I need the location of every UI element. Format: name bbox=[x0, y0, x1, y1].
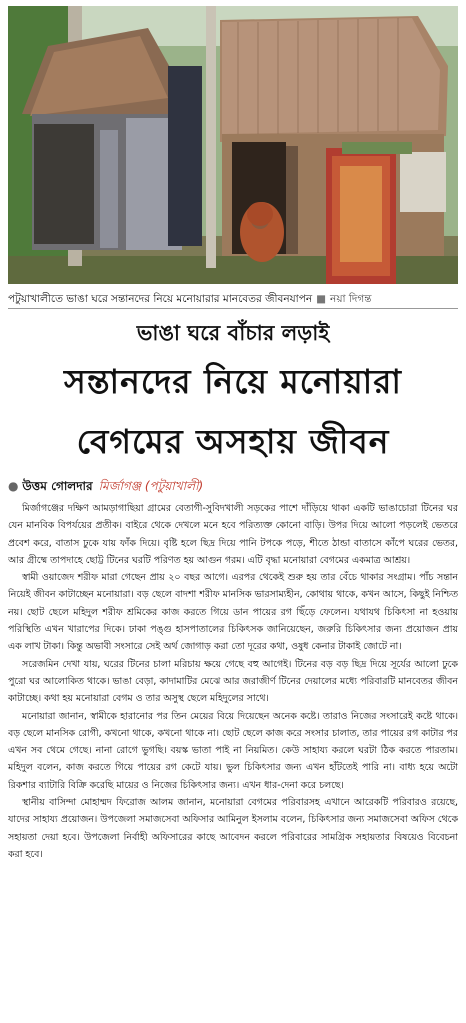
byline-bullet: ● bbox=[8, 479, 19, 493]
caption-separator: ■ bbox=[316, 293, 327, 305]
news-photo bbox=[8, 6, 458, 284]
article-paragraph: সরেজমিন দেখা যায়, ঘরের টিনের চালা মরিচায় ক্ষয়ে গেছে বহু আগেই। টিনের বড় বড় ছিদ্র দিয়ে সূর্যের আলো ঢুকে পুরো ঘর আলোকিত থাকে। ভাঙা বেড়া, কাদামাটির মেঝে আর জরাজীর্ণ টিনের দেয়ালের মধ্যে পরিবারটি মানবেতর জীবন কাটাচ্ছে। কথা হয় মনোয়ারা বেগম ও তার অসুস্থ ছেলে মহিদুলের সাথে। bbox=[8, 658, 458, 705]
caption-source: নয়া দিগন্ত bbox=[330, 293, 372, 305]
headline-line-1: সন্তানদের নিয়ে মনোয়ারা bbox=[64, 362, 402, 401]
headline-line-2: বেগমের অসহায় জীবন bbox=[76, 422, 390, 461]
article-paragraph: মনোয়ারা জানান, স্বামীকে হারানোর পর তিন মেয়ের বিয়ে দিয়েছেন অনেক কষ্টে। তারাও নিজের সংসারেই কষ্টে থাকে। বড় ছেলে মানসিক রোগী, কখনো থাকে, কখনো থাকে না। ছোট ছেলে কাজ করে সংসার চালাত, তার পায়ের রগ কাটার পর এখন সব থেমে গেছে। নানা রোগে ভুগছি। বয়স্ক ভাতা পাই না নিয়মিত। কেউ সাহায্য করলে ঘরটা ঠিক করতে পারতাম। মহিদুল বলেন, কাজ করতে গিয়ে পায়ের রগ কেটে যায়। ভুল চিকিৎসার জন্য এখন হাঁটতেই পারি না। বাধ্য হয়ে অটো রিকশার ব্যাটারি বিক্রি করেছি মায়ের ও নিজের চিকিৎসার জন্য। এখন ধার-দেনা করে চলছে। bbox=[8, 710, 458, 791]
article-body bbox=[8, 500, 458, 1018]
byline-author: উত্তম গোলদার bbox=[22, 479, 93, 493]
article-paragraph: স্বামী ওয়াজেদ শরীফ মারা গেছেন প্রায় ২০ বছর আগে। এরপর থেকেই শুরু হয় তার বেঁচে থাকার সংগ্রাম। পাঁচ সন্তান নিয়েই জীবন কাটাচ্ছেন মনোয়ারা। বড় ছেলে বাদশা শরীফ মানসিক ভারসাম্যহীন, কোথায় থাকে, কখন আসে, কিছুই নিশ্চিত নয়। ছোট ছেলে মহিদুল শরীফ শ্রমিকের কাজ করতে গিয়ে ডান পায়ের রগ ছিঁড়ে ফেলেন। যথাযথ চিকিৎসা না হওয়ায় পরিস্থিতি এখন খারাপের দিকে। ঢাকা পঙ্গু হাসপাতালের চিকিৎসক জানিয়েছেন, জরুরি চিকিৎসার জন্য প্রয়োজন প্রায় এক লাখ টাকা। কিন্তু অভাবী সংসারে সেই অর্থ জোগাড় করা তো দূরের কথা, ওষুধ কেনার টাকাই জোটে না। bbox=[8, 572, 458, 653]
photo-caption bbox=[8, 290, 458, 309]
photo-illustration bbox=[8, 6, 458, 284]
article-paragraph: স্থানীয় বাসিন্দা মোহাম্মদ ফিরোজ আলম জানান, মনোয়ারা বেগমের পরিবারসহ এখানে আরেকটি পরিবারও রয়েছে, যাদের সাহায্য প্রয়োজন। উপজেলা সমাজসেবা অফিসার আমিনুল ইসলাম বলেন, চিকিৎসার জন্য সমাজসেবা অফিস থেকে সহায়তা দেয়া হবে। উপজেলা নির্বাহী অফিসারের কাছে আবেদন করলে পরিবারের সামগ্রিক সহায়তার বিষয়েও বিবেচনা করা হবে। bbox=[8, 797, 458, 860]
caption-text: পটুয়াখালীতে ভাঙা ঘরে সন্তানদের নিয়ে মনোয়ারার মানবেতর জীবনযাপন bbox=[8, 293, 313, 305]
byline-place: মির্জাগঞ্জ (পটুয়াখালী) bbox=[98, 479, 204, 493]
headline bbox=[0, 352, 466, 472]
byline bbox=[8, 476, 458, 496]
article-paragraph: মির্জাগঞ্জের দক্ষিণ আমড়াগাছিয়া গ্রামের বেতাগী-সুবিদখালী সড়কের পাশে দাঁড়িয়ে থাকা একটি ভাঙাচোরা টিনের ঘর যেন মানবিক বিপর্যয়ের প্রতীক। বাইরে থেকে দেখলে মনে হবে পরিত্যক্ত কোনো বাড়ি। উপর দিয়ে আলো পড়লেই ভেতরে প্রবেশ করে, বাতাস ঢুকে যায় ফাঁক দিয়ে। বৃষ্টি হলে ছিদ্র দিয়ে পানি টপকে পড়ে, শীতে ঠান্ডা বাতাসে কাঁপে ঘরের ভেতর, আর গ্রীষ্মে তাপদাহে ছোট্ট টিনের ঘরটি পরিণত হয় আগুন গরম। এটি বৃদ্ধা মনোয়ারা বেগমের একমাত্র আশ্রয়। bbox=[8, 503, 458, 566]
kicker-heading: ভাঙা ঘরে বাঁচার লড়াই bbox=[136, 321, 330, 345]
